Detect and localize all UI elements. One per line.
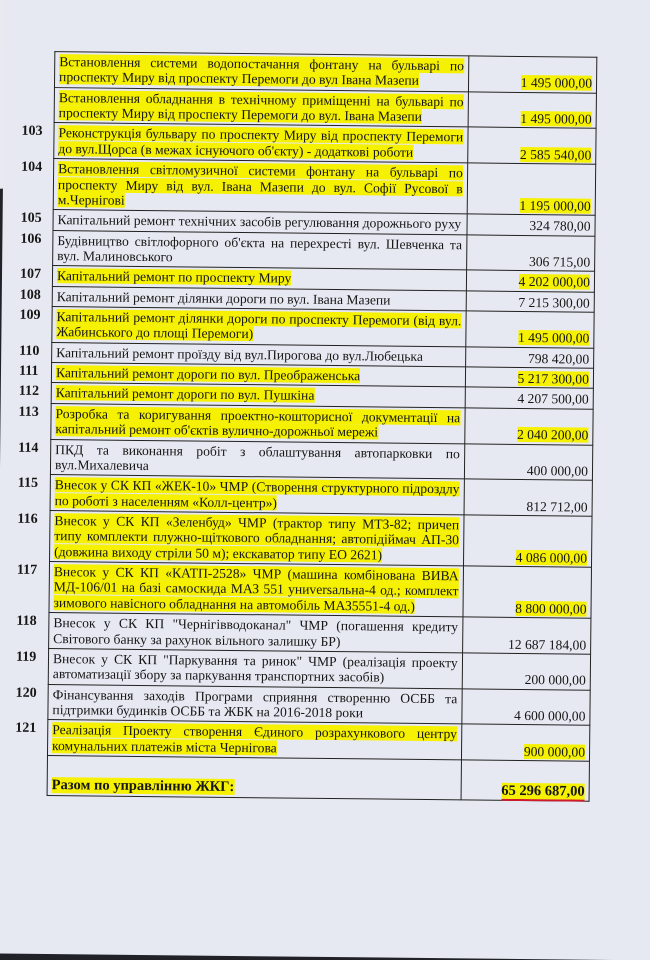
row-amount: 1 195 000,00 [519, 198, 591, 214]
row-amount: 1 495 000,00 [520, 111, 592, 127]
row-number: 112 [19, 384, 39, 400]
row-number: 103 [21, 124, 42, 140]
table-row [50, 475, 592, 516]
row-description: Встановлення обладнання в технічному приміщенні на бульварі по проспекту Миру від проспекту Перемоги до вул. Івана Мазепи [59, 90, 464, 124]
row-amount: 4 202 000,00 [519, 274, 591, 290]
table-row [50, 511, 593, 568]
row-amount: 12 687 184,00 [462, 617, 591, 654]
row-amount: 2 585 540,00 [520, 147, 592, 163]
table-row [52, 307, 594, 348]
row-description: Розробка та коригування проектно-кошторисної документації на капітальний ремонт об'єктів вулично-дорожньої мережі [55, 406, 460, 440]
row-number: 120 [16, 686, 37, 702]
row-amount: 7 215 300,00 [466, 291, 594, 313]
row-description: Будівництво світлофорного об'єкта на перехресті вул. Шевченка та вул. Малиновського [53, 230, 467, 270]
row-number: 109 [20, 308, 41, 324]
row-amount: 798 420,00 [465, 347, 593, 369]
row-number: 113 [18, 405, 38, 421]
row-amount: 1 495 000,00 [521, 75, 593, 91]
row-description: Капітальний ремонт проїзду від вул.Пирогова до вул.Любецька [52, 342, 466, 367]
row-number: 104 [21, 160, 42, 176]
row-description: Встановлення системи водопостачання фонтану на бульварі по проспекту Миру від проспекту Перемоги до вул Івана Мазепи [59, 54, 464, 88]
row-description: Внесок у СК КП «Зеленбуд» ЧМР (трактор типу МТЗ-82; причеп типу комплекти плужно-щіткового обладнання; автопідіймач АП-30 (довжина виходу стріли 50 м); екскаватор типу ЕО 2621) [54, 513, 459, 562]
row-number: 105 [21, 211, 42, 227]
row-description: Капітальний ремонт технічних засобів регулювання дорожнього руху [53, 210, 467, 235]
row-number: 115 [18, 476, 38, 492]
row-amount: 1 495 000,00 [518, 330, 590, 346]
row-amount: 812 712,00 [464, 479, 593, 516]
row-number: 111 [19, 364, 39, 380]
row-amount: 400 000,00 [464, 443, 593, 480]
row-amount: 324 780,00 [467, 214, 595, 236]
row-amount: 200 000,00 [462, 653, 591, 690]
table-row [48, 684, 590, 725]
row-number: 108 [20, 288, 41, 304]
row-amount: 4 086 000,00 [516, 550, 588, 566]
row-description: Капітальний ремонт дороги по вул. Преображенська [56, 365, 360, 383]
row-description: Капітальний ремонт ділянки дороги по вул. Івана Мазепи [52, 286, 466, 311]
row-description: ПКД та виконання робіт з облаштування автопарковки по вул.Михалевича [50, 439, 464, 479]
row-description: Внесок у СК КП «КАТП-2528» ЧМР (машина комбінована ВИВА МД-106/01 на базі самоскида МАЗ 551 униversальна-4 од.; комплект зимового навісного обладнання на автомобіль МАЗ5551-4 од.) [54, 564, 459, 614]
row-number: 106 [20, 232, 41, 248]
table-row [50, 439, 592, 480]
row-number: 118 [16, 614, 36, 630]
row-number: 114 [18, 441, 38, 457]
table-row [54, 123, 596, 164]
row-amount: 900 000,00 [524, 744, 585, 760]
row-number: 119 [16, 650, 36, 666]
row-amount: 8 800 000,00 [515, 601, 587, 617]
row-description: Внесок у СК КП «ЖЕК-10» ЧМР (Створення структурного підроздлу по роботі з населенням «Колл-центр») [55, 477, 460, 510]
row-amount: 4 207 500,00 [465, 387, 593, 409]
row-description: Капітальний ремонт дороги по вул. Пушкіна [56, 386, 315, 404]
row-description: Капітальний ремонт по проспекту Миру [57, 268, 291, 285]
row-description: Реалізація Проекту створення Єдиного розрахункового центру комунальних платежів міста Чернігова [52, 722, 457, 755]
row-description: Встановлення світломузичної системи фонтану на бульварі по проспекту Миру від вул. Івана Мазепи до вул. Софії Русової в м.Чернігові [58, 161, 463, 207]
row-description: Внесок у СК КП "Чернігівводоканал" ЧМР (погашення кредиту Світового банку за рахунок вільного залишку БР) [49, 613, 463, 653]
row-amount: 5 217 300,00 [518, 371, 590, 387]
row-number: 117 [17, 563, 37, 579]
table-row [54, 87, 596, 128]
total-amount: 65 296 687,00 [501, 782, 585, 799]
row-description: Реконструкція бульвару по проспекту Миру від проспекту Перемоги до вул.Щорса (в межах існуючого об'єкту) - додаткові роботи [58, 126, 463, 160]
row-amount: 2 040 200,00 [517, 427, 589, 443]
total-row [47, 756, 589, 802]
table-row [51, 403, 593, 444]
row-number: 110 [19, 344, 39, 360]
table-row [49, 613, 591, 654]
row-amount: 306 715,00 [466, 234, 595, 271]
table-row [53, 159, 596, 216]
row-amount: 4 600 000,00 [462, 688, 591, 725]
budget-table [47, 51, 598, 802]
row-number: 116 [17, 512, 37, 528]
table-row [48, 648, 590, 689]
table-row [53, 230, 595, 271]
table-row [47, 720, 589, 761]
row-number: 107 [20, 267, 41, 283]
table-row [54, 52, 596, 93]
row-number: 121 [15, 721, 36, 737]
row-description: Капітальний ремонт ділянки дороги по проспекту Перемоги (від вул. Жабинського до площі Перемоги) [56, 309, 461, 341]
row-description: Внесок у СК КП "Паркування та ринок" ЧМР (реалізація проекту автоматизації збору за паркування транспортних засобів) [48, 648, 462, 688]
total-label: Разом по управлінню ЖКГ: [52, 777, 235, 795]
row-description: Фінансування заходів Програми сприяння створенню ОСББ та підтримки будинків ОСББ та ЖБК на 2016-2018 роки [48, 684, 462, 724]
table-row [49, 562, 592, 619]
